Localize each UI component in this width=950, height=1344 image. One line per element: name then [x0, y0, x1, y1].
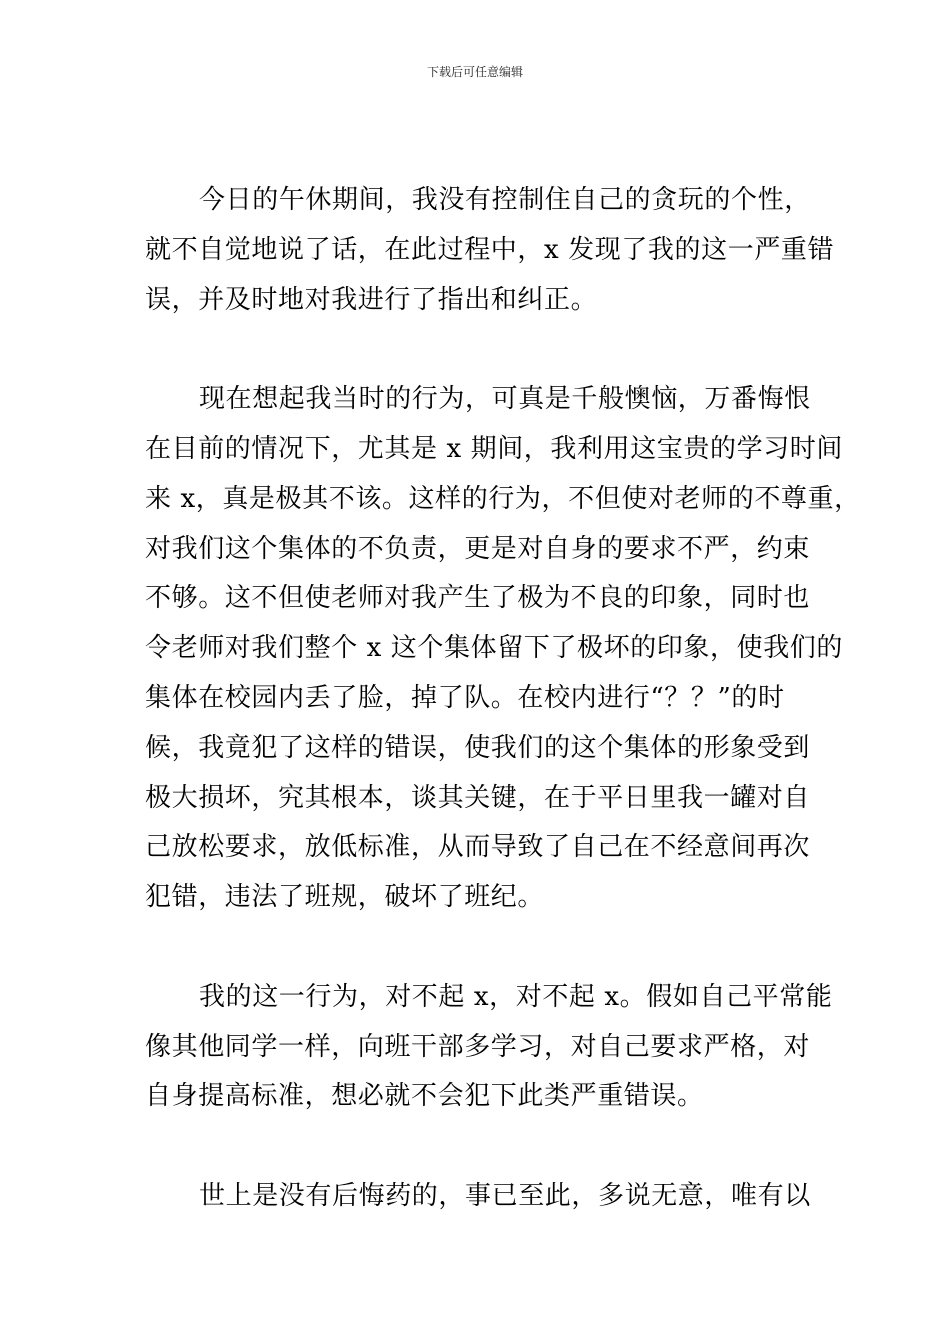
- paragraph-4: [145, 1172, 810, 1222]
- paragraph-3: [145, 973, 833, 1122]
- paragraph-line: 像其他同学一样，向班干部多学习，对自己要求严格，对: [145, 1031, 811, 1062]
- paragraph-1: [145, 176, 835, 325]
- paragraph-line: 就不自觉地说了话，在此过程中，x 发现了我的这一严重错: [145, 234, 835, 265]
- paragraph-line: 对我们这个集体的不负责，更是对自身的要求不严，约束: [145, 533, 811, 564]
- paragraph-gap: [145, 923, 810, 973]
- paragraph-line: 世上是没有后悔药的，事已至此，多说无意，唯有以: [199, 1180, 811, 1211]
- paragraph-line: 误，并及时地对我进行了指出和纠正。: [145, 284, 598, 315]
- page-header: 下载后可任意编辑: [426, 65, 523, 79]
- paragraph-line: 在目前的情况下，尤其是 x 期间，我利用这宝贵的学习时间: [145, 433, 843, 464]
- paragraph-line: 极大损坏，究其根本，谈其关键，在于平日里我一罐对自: [145, 782, 811, 813]
- document-body: [145, 176, 861, 1222]
- paragraph-line: 候，我竟犯了这样的错误，使我们的这个集体的形象受到: [145, 732, 811, 763]
- paragraph-line: 令老师对我们整个 x 这个集体留下了极坏的印象，使我们的: [145, 633, 843, 664]
- paragraph-line: 集体在校园内丢了脸，掉了队。在校内进行“？？”的时: [145, 682, 785, 713]
- paragraph-2: [145, 375, 861, 923]
- paragraph-line: 现在想起我当时的行为，可真是千般懊恼，万番悔恨: [199, 384, 811, 415]
- paragraph-line: 我的这一行为，对不起 x，对不起 x。假如自己平常能: [199, 981, 833, 1012]
- paragraph-gap: [145, 325, 810, 375]
- paragraph-line: 不够。这不但使老师对我产生了极为不良的印象，同时也: [145, 583, 811, 614]
- paragraph-line: 犯错，违法了班规，破坏了班纪。: [145, 882, 545, 913]
- paragraph-line: 来 x，真是极其不该。这样的行为，不但使对老师的不尊重，: [145, 483, 861, 514]
- paragraph-gap: [145, 1122, 810, 1172]
- paragraph-line: 己放松要求，放低标准，从而导致了自己在不经意间再次: [145, 832, 811, 863]
- paragraph-line: 自身提高标准，想必就不会犯下此类严重错误。: [145, 1081, 704, 1112]
- paragraph-line: 今日的午休期间，我没有控制住自己的贪玩的个性，: [199, 185, 811, 215]
